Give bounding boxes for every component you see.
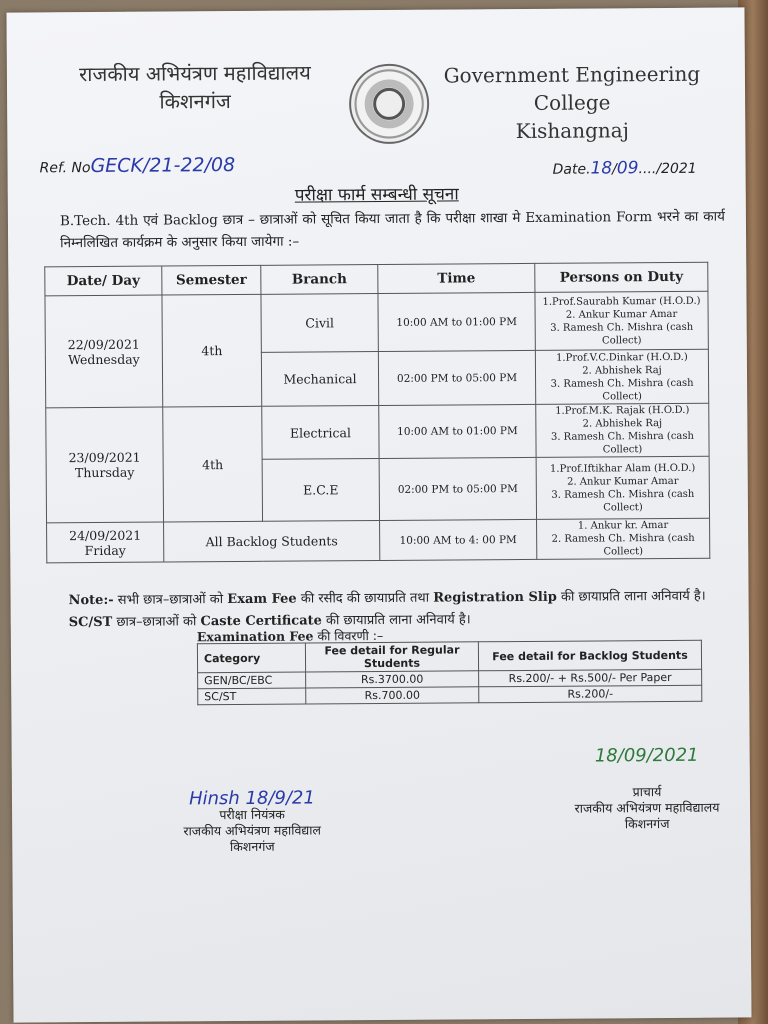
note-part: सभी छात्र–छात्राओं को: [113, 592, 228, 608]
table-row: [46, 403, 709, 461]
college-name-english-text: Government Engineering College: [443, 61, 701, 115]
fee-category: GEN/BC/EBC: [198, 672, 306, 689]
duty-line: 1.Prof.V.C.Dinkar (H.O.D.): [556, 351, 688, 364]
note-bold: Exam Fee: [227, 591, 297, 608]
day1-semester: 4th: [162, 294, 262, 407]
day2-date-cell: [46, 407, 164, 523]
note-bold: SC/ST: [68, 614, 113, 631]
date-day: 18: [590, 158, 613, 179]
duty-line: 1.Prof.Saurabh Kumar (H.O.D.): [542, 295, 701, 308]
col-branch: Branch: [261, 265, 378, 295]
table-row: [198, 685, 702, 705]
duty-mechanical: [535, 349, 708, 404]
notice-date: Date.18/09..../2021: [552, 158, 697, 179]
fee-title-rest: की विवरणी :–: [313, 627, 384, 644]
ref-label: Ref. No: [39, 160, 91, 177]
col-persons-on-duty: Persons on Duty: [535, 262, 708, 292]
note-part: की छायाप्रति लाना अनिवार्य है।: [321, 612, 471, 629]
fee-backlog: Rs.200/-: [479, 685, 702, 703]
duty-line: 1. Ankur kr. Amar: [577, 519, 669, 532]
fee-col-backlog: Fee detail for Backlog Students: [478, 640, 701, 671]
note-part: की छायाप्रति लाना अनिवार्य है।: [556, 588, 706, 605]
col-semester: Semester: [162, 265, 261, 295]
fee-title-bold: Examination Fee: [196, 628, 314, 645]
branch-backlog: All Backlog Students: [164, 520, 380, 562]
schedule-table: [44, 262, 710, 564]
duty-line: 2. Ramesh Ch. Mishra (cash Collect): [551, 532, 695, 558]
note-label: Note:-: [68, 592, 114, 609]
date-year: /2021: [656, 160, 697, 178]
col-date-day: Date/ Day: [45, 266, 162, 296]
notice-paper: [6, 7, 751, 1022]
time-ece: 02:00 PM to 05:00 PM: [379, 457, 536, 520]
notice-intro: B.Tech. 4th एवं Backlog छात्र – छात्राओं को सूचित किया जाता है कि परीक्षा शाखा मे Examination Form भरने का कार्य निम्नलिखित कार्यक्रम के अनुसार किया जायेगा :–: [59, 208, 725, 252]
day3-weekday: Friday: [84, 542, 126, 558]
duty-ece: [536, 456, 709, 519]
day1-weekday: Wednesday: [68, 351, 140, 367]
note-part: छात्र–छात्राओं को: [112, 614, 201, 630]
col-time: Time: [378, 263, 535, 293]
duty-line: 3. Ramesh Ch. Mishra (cash Collect): [550, 377, 694, 402]
day3-date: 24/09/2021: [69, 527, 142, 543]
ref-value: GECK/21-22/08: [90, 153, 236, 178]
fee-backlog: Rs.200/- + Rs.500/- Per Paper: [479, 669, 702, 687]
duty-line: 2. Ankur Kumar Amar: [565, 308, 678, 321]
day1-date-cell: [45, 295, 163, 408]
branch-civil: Civil: [261, 294, 378, 353]
sig-right-city: किशनगंज: [624, 815, 670, 832]
time-mechanical: 02:00 PM to 05:00 PM: [378, 350, 535, 405]
fee-table: [197, 640, 702, 706]
signature-exam-controller: [152, 787, 352, 855]
handwritten-signature-right: 18/09/2021: [594, 744, 699, 767]
duty-electrical: [536, 403, 709, 457]
duty-line: 1.Prof.Iftikhar Alam (H.O.D.): [550, 462, 696, 475]
sig-right-college: राजकीय अभियंत्रण महाविद्यालय: [574, 799, 720, 816]
time-civil: 10:00 AM to 01:00 PM: [378, 292, 535, 351]
note-bold: Registration Slip: [433, 589, 557, 606]
duty-backlog: [537, 518, 710, 559]
sig-left-title: परीक्षा नियंत्रक: [219, 806, 285, 823]
day2-date: 23/09/2021: [68, 449, 141, 466]
fee-regular: Rs.3700.00: [306, 671, 479, 688]
college-city-hindi: किशनगंज: [159, 89, 231, 114]
sig-right-title: प्राचार्य: [632, 784, 662, 800]
day2-semester: 4th: [163, 406, 263, 522]
day2-weekday: Thursday: [74, 464, 135, 481]
table-row: [47, 518, 710, 563]
reference-number: [39, 154, 235, 177]
day1-date: 22/09/2021: [67, 336, 140, 352]
date-month: 09: [616, 158, 639, 179]
schedule-header-row: [45, 262, 708, 296]
table-row: [45, 291, 708, 354]
fee-regular: Rs.700.00: [306, 687, 479, 704]
duty-line: 1.Prof.M.K. Rajak (H.O.D.): [555, 404, 690, 417]
college-name-hindi: [45, 58, 345, 116]
college-name-english: [427, 60, 718, 146]
handwritten-signature-left: Hinsh 18/9/21: [188, 787, 315, 810]
college-city-english: Kishangnaj: [515, 118, 629, 144]
duty-line: 2. Abhishek Raj: [582, 364, 662, 377]
time-electrical: 10:00 AM to 01:00 PM: [379, 404, 536, 458]
duty-civil: [535, 291, 708, 350]
branch-ece: E.C.E: [262, 458, 379, 521]
date-label: Date: [552, 161, 587, 178]
duty-line: 3. Ramesh Ch. Mishra (cash Collect): [551, 488, 695, 513]
branch-mechanical: Mechanical: [261, 352, 378, 407]
time-backlog: 10:00 AM to 4: 00 PM: [380, 519, 537, 560]
fee-col-category: Category: [197, 643, 305, 673]
college-name-hindi-text: राजकीय अभियंत्रण महाविद्यालय: [78, 60, 311, 87]
signature-principal: [547, 744, 748, 832]
day3-date-cell: [47, 522, 164, 563]
fee-category: SC/ST: [198, 688, 306, 705]
note-bold: Caste Certificate: [200, 613, 322, 630]
sig-left-college: राजकीय अभियंत्रण महाविद्याल: [183, 822, 322, 839]
duty-line: 2. Ankur Kumar Amar: [567, 475, 679, 488]
note-part: की रसीद की छायाप्रति तथा: [296, 590, 434, 607]
fee-col-regular: Fee detail for Regular Students: [305, 642, 478, 672]
note-text: [69, 586, 729, 635]
duty-line: 3. Ramesh Ch. Mishra (cash Collect): [550, 430, 694, 456]
sig-left-city: किशनगंज: [229, 838, 275, 855]
college-logo-icon: [349, 64, 430, 145]
branch-electrical: Electrical: [262, 405, 379, 459]
notice-heading: परीक्षा फार्म सम्बन्धी सूचना: [294, 184, 459, 206]
duty-line: 3. Ramesh Ch. Mishra (cash Collect): [550, 321, 694, 346]
duty-line: 2. Abhishek Raj: [582, 418, 663, 430]
fee-header-row: [197, 640, 701, 673]
